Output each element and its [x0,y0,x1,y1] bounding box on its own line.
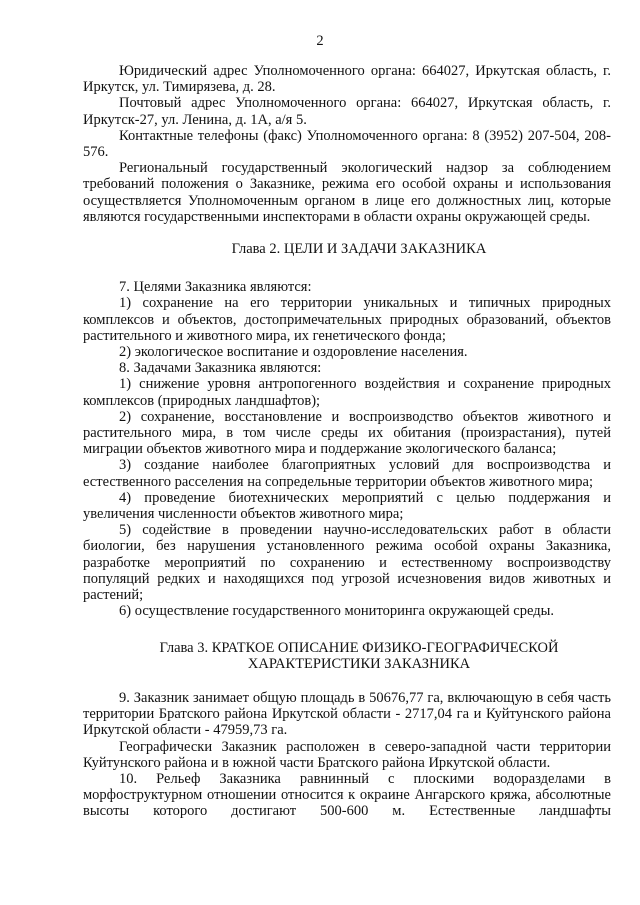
area-paragraph: 9. Заказник занимает общую площадь в 50676,77 га, включающую в себя часть территории Братского района Иркутской области - 2717,04 га и Куйтунского района Иркутской области - 47959,73 га. [83,689,611,739]
page-number: 2 [316,33,324,49]
legal-address-paragraph: Юридический адрес Уполномоченного органа: 664027, Иркутская область, г. Иркутск, ул. Тимирязева, д. 28. [83,63,611,96]
task-item: 4) проведение биотехнических мероприятий с целью поддержания и увеличения численности объектов животного мира; [83,489,611,523]
tasks-heading: 8. Задачами Заказника являются: [119,360,322,377]
goal-item: 2) экологическое воспитание и оздоровление населения. [119,344,468,361]
relief-paragraph: 10. Рельеф Заказника равнинный с плоскими водоразделами в морфоструктурном отношении относится к окраине Ангарского кряжа, абсолютные высоты которого достигают 500-600 м. Естественные ландшафты [83,770,611,820]
task-item: 3) создание наиболее благоприятных условий для воспроизводства и естественного расселения на сопредельные территории объектов животного мира; [83,457,611,490]
task-item: 1) снижение уровня антропогенного воздействия и сохранение природных комплексов (природных ландшафтов); [83,376,611,409]
chapter-3-title-line-1: Глава 3. КРАТКОЕ ОПИСАНИЕ ФИЗИКО-ГЕОГРАФИЧЕСКОЙ [159,639,559,656]
goals-heading: 7. Целями Заказника являются: [119,279,312,296]
chapter-2-title: Глава 2. ЦЕЛИ И ЗАДАЧИ ЗАКАЗНИКА [231,241,487,258]
supervision-paragraph: Региональный государственный экологический надзор за соблюдением требований положения о Заказнике, режима его особой охраны и использования осуществляется Уполномоченным органом в лице его должностных лиц, которые являются государственными инспекторами в области охраны окружающей среды. [83,160,611,225]
document-body [83,63,611,820]
goal-item: 1) сохранение на его территории уникальных и типичных природных комплексов и объектов, достопримечательных природных образований, объектов растительного и животного мира, их генетического фонда; [83,295,611,344]
geography-paragraph: Географически Заказник расположен в северо-западной части территории Куйтунского района и в южной части Братского района Иркутской области. [83,738,611,771]
postal-address-paragraph: Почтовый адрес Уполномоченного органа: 664027, Иркутская область, г. Иркутск-27, ул. Ленина, д. 1А, а/я 5. [83,95,611,128]
task-item: 5) содействие в проведении научно-исследовательских работ в области биологии, без нарушения установленного режима особой охраны Заказника, разработке мероприятий по сохранению и естественному воспроизводству популяций редких и находящихся под угрозой исчезновения видов животных и растений; [83,522,611,604]
task-item: 6) осуществление государственного мониторинга окружающей среды. [119,603,554,620]
task-item: 2) сохранение, восстановление и воспроизводство объектов животного и растительного мира, в том числе среды их обитания (произрастания), путей миграции объектов животного мира и поддержание экологического баланса; [83,408,611,458]
phone-paragraph: Контактные телефоны (факс) Уполномоченного органа: 8 (3952) 207-504, 208-576. [83,127,611,161]
chapter-3-title-line-2: ХАРАКТЕРИСТИКИ ЗАКАЗНИКА [247,655,471,672]
